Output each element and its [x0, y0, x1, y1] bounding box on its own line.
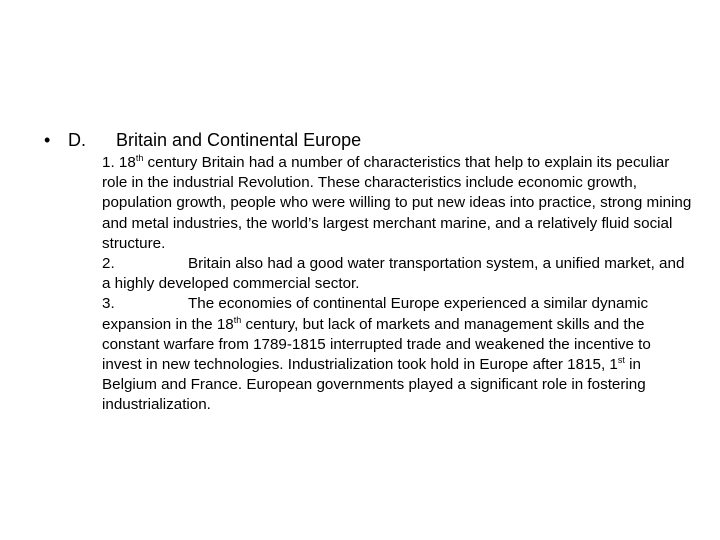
paragraph-3-ordinal-suffix-a: th: [233, 314, 242, 325]
paragraph-1-ordinal-suffix: th: [135, 153, 144, 163]
paragraph-2-text: Britain also had a good water transportation system, a unified market, and a highly developed commercial sector.: [102, 255, 685, 293]
paragraph-3-text-b: century, but lack of markets and management skills and the constant warfare from 1789-1815 interrupted trade and weakened the incentive to invest in new technologies. Industrialization took hold in Europe after 1815, 1: [102, 315, 651, 374]
body-text: [102, 153, 692, 416]
paragraph-2-number: 2.: [102, 255, 115, 273]
section-heading: Britain and Continental Europe: [116, 130, 362, 150]
paragraph-3-ordinal-suffix-b: st: [617, 355, 625, 366]
section-label: D.: [68, 130, 86, 150]
paragraph-3: [102, 294, 692, 415]
paragraph-3-number: 3.: [102, 295, 115, 313]
paragraph-1-ordinal: 18: [118, 154, 136, 171]
paragraph-3-text-c: in Belgium and France. European governments played a significant role in fostering industrialization.: [102, 356, 646, 414]
section-heading-row: [44, 129, 361, 151]
paragraph-1-text: century Britain had a number of characteristics that help to explain its peculiar role in the industrial Revolution. These characteristics include economic growth, population growth, people who were willing to put new ideas into practice, strong mining and metal industries, the world’s largest merchant marine, and a relatively fluid social structure.: [102, 154, 692, 252]
bullet-icon: •: [44, 130, 51, 150]
paragraph-3-text-a: The economies of continental Europe experienced a similar dynamic expansion in the 18: [102, 295, 649, 333]
paragraph-1: [102, 153, 692, 254]
paragraph-1-number: 1.: [102, 154, 115, 171]
paragraph-2: [102, 254, 692, 294]
